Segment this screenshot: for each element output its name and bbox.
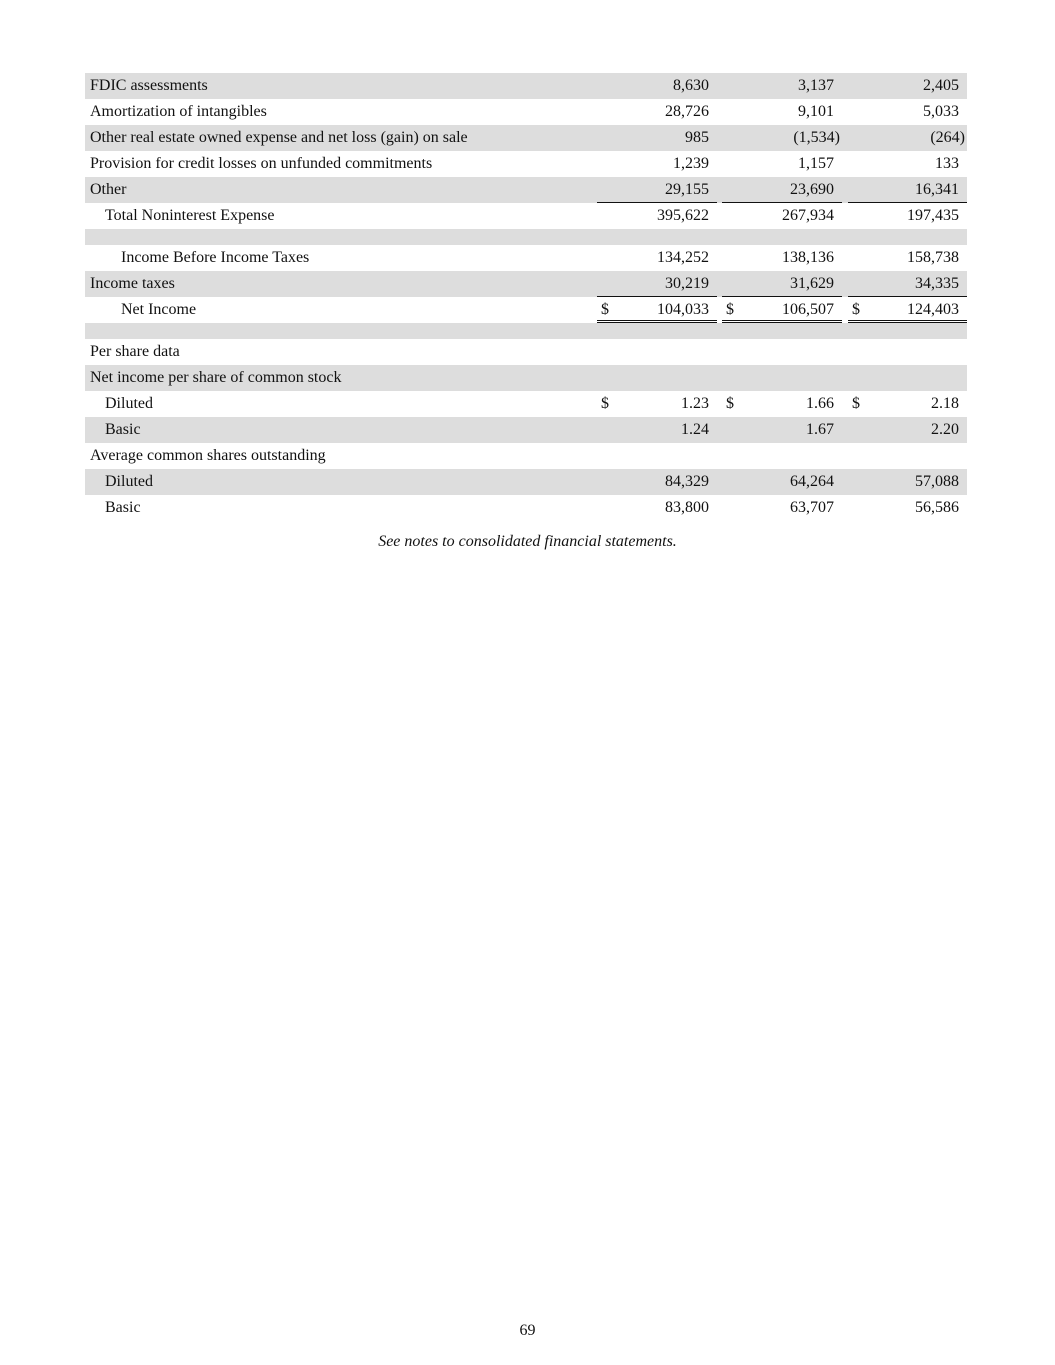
row-label: Income Before Income Taxes bbox=[121, 249, 310, 266]
value-cell: 8,630 bbox=[673, 77, 709, 94]
value-cell: $ 1.23 bbox=[601, 395, 709, 412]
value-cell: 267,934 bbox=[782, 207, 834, 224]
table-row bbox=[85, 495, 967, 521]
value-cell: 56,586 bbox=[915, 499, 959, 516]
value-cell: 34,335 bbox=[848, 271, 967, 297]
value-cell: 31,629 bbox=[722, 271, 842, 297]
value-cell: 134,252 bbox=[657, 249, 709, 266]
value-cell: $ 124,403 bbox=[848, 297, 967, 323]
value-cell: 2.20 bbox=[931, 421, 959, 438]
table-row bbox=[85, 177, 967, 203]
value-cell: 133 bbox=[935, 155, 959, 172]
section-header-row bbox=[85, 365, 967, 391]
value-cell: 197,435 bbox=[907, 207, 959, 224]
page-number: 69 bbox=[519, 1322, 536, 1339]
table-row-total bbox=[85, 203, 967, 229]
value-cell: 29,155 bbox=[597, 177, 717, 203]
table-row bbox=[85, 125, 967, 151]
value-cell: 1.24 bbox=[681, 421, 709, 438]
value-cell: $ 106,507 bbox=[722, 297, 842, 323]
value-cell: 83,800 bbox=[665, 499, 709, 516]
row-label: Other bbox=[90, 181, 127, 198]
value-cell: $ 2.18 bbox=[852, 395, 959, 412]
value-cell: $ 104,033 bbox=[597, 297, 717, 323]
table-row bbox=[85, 391, 967, 417]
row-label: Provision for credit losses on unfunded commitments bbox=[90, 155, 433, 172]
value-cell: 1,157 bbox=[798, 155, 834, 172]
row-label: Income taxes bbox=[90, 275, 175, 292]
value-cell: 84,329 bbox=[665, 473, 709, 490]
value-cell: 2,405 bbox=[923, 77, 959, 94]
value-cell: (264) bbox=[930, 129, 965, 146]
section-header-row bbox=[85, 339, 967, 365]
row-label: Other real estate owned expense and net loss (gain) on sale bbox=[90, 129, 468, 146]
row-label: Total Noninterest Expense bbox=[105, 207, 275, 224]
spacer-row bbox=[85, 323, 967, 339]
row-label: Diluted bbox=[105, 395, 153, 412]
income-statement-table bbox=[85, 73, 967, 521]
footnote: See notes to consolidated financial statements. bbox=[378, 533, 677, 550]
value-cell: 3,137 bbox=[798, 77, 834, 94]
value-cell: (1,534) bbox=[793, 129, 840, 146]
row-label: Diluted bbox=[105, 473, 153, 490]
table-row bbox=[85, 73, 967, 99]
row-label: Amortization of intangibles bbox=[90, 103, 267, 120]
value-cell: 9,101 bbox=[798, 103, 834, 120]
row-label: FDIC assessments bbox=[90, 77, 208, 94]
row-label: Basic bbox=[105, 499, 141, 516]
value-cell: 23,690 bbox=[722, 177, 842, 203]
section-header-row bbox=[85, 443, 967, 469]
table-row bbox=[85, 245, 967, 271]
value-cell: 1.67 bbox=[806, 421, 834, 438]
row-label: Net income per share of common stock bbox=[90, 369, 342, 386]
value-cell: $ 1.66 bbox=[726, 395, 834, 412]
value-cell: 395,622 bbox=[657, 207, 709, 224]
value-cell: 158,738 bbox=[907, 249, 959, 266]
value-cell: 28,726 bbox=[665, 103, 709, 120]
row-label: Per share data bbox=[90, 343, 180, 360]
value-cell: 63,707 bbox=[790, 499, 834, 516]
value-cell: 16,341 bbox=[848, 177, 967, 203]
value-cell: 64,264 bbox=[790, 473, 834, 490]
table-row bbox=[85, 469, 967, 495]
value-cell: 5,033 bbox=[923, 103, 959, 120]
value-cell: 1,239 bbox=[673, 155, 709, 172]
table-row bbox=[85, 417, 967, 443]
value-cell: 985 bbox=[685, 129, 709, 146]
table-row bbox=[85, 151, 967, 177]
row-label: Net Income bbox=[121, 301, 197, 318]
row-label: Basic bbox=[105, 421, 141, 438]
value-cell: 30,219 bbox=[597, 271, 717, 297]
table-row bbox=[85, 271, 967, 297]
value-cell: 138,136 bbox=[782, 249, 834, 266]
table-row bbox=[85, 99, 967, 125]
spacer-row bbox=[85, 229, 967, 245]
table-row-net-income bbox=[85, 297, 967, 323]
value-cell: 57,088 bbox=[915, 473, 959, 490]
row-label: Average common shares outstanding bbox=[90, 447, 326, 464]
